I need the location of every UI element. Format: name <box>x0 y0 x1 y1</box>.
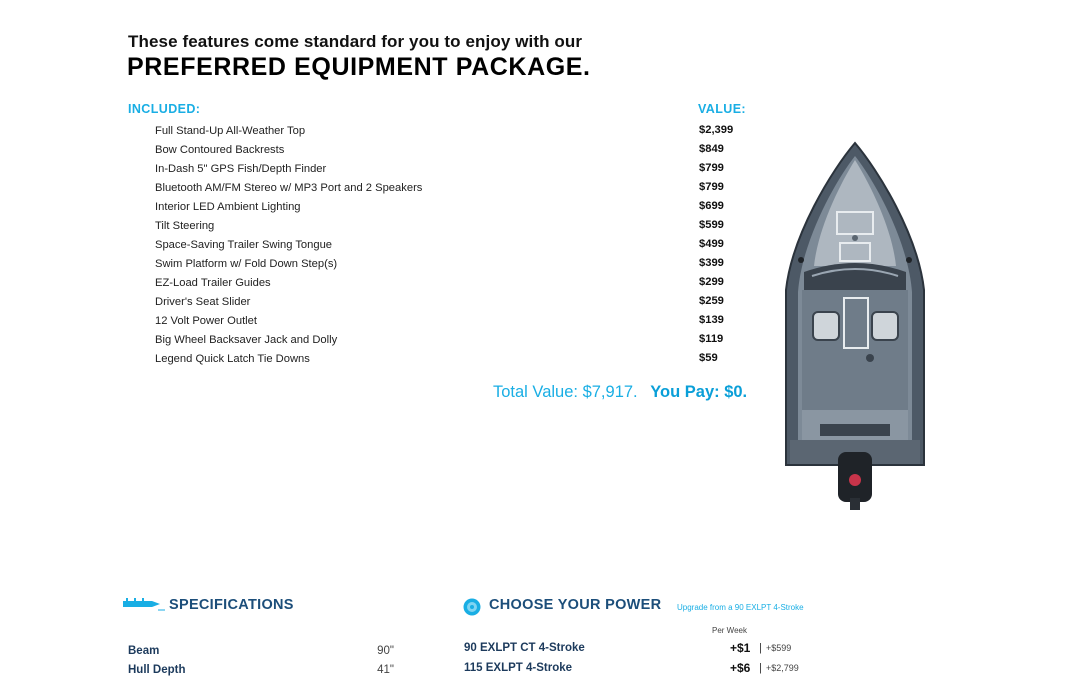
power-option-row <box>464 658 824 678</box>
power-option-weekly: +$6 <box>730 661 751 675</box>
spec-row <box>128 661 394 680</box>
feature-item: Legend Quick Latch Tie Downs <box>155 353 310 365</box>
feature-value: $799 <box>699 181 724 193</box>
power-option-name: 115 EXLPT 4-Stroke <box>464 662 573 674</box>
headline-intro: These features come standard for you to enjoy with our <box>128 32 583 51</box>
included-column-header: INCLUDED: <box>128 102 201 116</box>
power-option-price: +$599 <box>766 643 792 653</box>
power-options-list <box>464 638 824 678</box>
power-option-name: 90 EXLPT CT 4-Stroke <box>464 642 585 654</box>
feature-item: Driver's Seat Slider <box>155 296 251 308</box>
spec-value: 41" <box>377 664 394 676</box>
spec-label: Beam <box>128 645 160 657</box>
feature-value: $499 <box>699 238 724 250</box>
feature-item: Tilt Steering <box>155 220 215 232</box>
feature-value: $259 <box>699 295 724 307</box>
power-title: CHOOSE YOUR POWER <box>489 597 662 613</box>
headline-package-title: PREFERRED EQUIPMENT PACKAGE. <box>127 53 591 81</box>
feature-item: Interior LED Ambient Lighting <box>155 201 301 213</box>
price-separator: | <box>759 662 762 674</box>
you-pay-value: You Pay: $0. <box>650 383 748 401</box>
boat-ruler-icon <box>122 596 166 612</box>
engine-circle-icon <box>463 598 481 616</box>
price-separator: | <box>759 642 762 654</box>
feature-value: $849 <box>699 143 724 155</box>
feature-item: Bluetooth AM/FM Stereo w/ MP3 Port and 2 Speakers <box>155 182 423 194</box>
feature-value: $59 <box>699 352 718 364</box>
feature-value-list <box>699 121 733 368</box>
feature-value: $799 <box>699 162 724 174</box>
boat-top-view-image <box>780 140 930 512</box>
per-week-header: Per Week <box>712 626 747 635</box>
power-option-row <box>464 638 824 658</box>
feature-list <box>155 122 422 369</box>
specifications-title: SPECIFICATIONS <box>169 597 294 613</box>
feature-item: Big Wheel Backsaver Jack and Dolly <box>155 334 338 346</box>
feature-item: EZ-Load Trailer Guides <box>155 277 271 289</box>
value-column-header: VALUE: <box>698 102 746 116</box>
feature-item: 12 Volt Power Outlet <box>155 315 257 327</box>
feature-value: $399 <box>699 257 724 269</box>
power-option-weekly: +$1 <box>730 641 751 655</box>
spec-value: 90" <box>377 645 394 657</box>
power-subtitle: Upgrade from a 90 EXLPT 4-Stroke <box>677 603 804 612</box>
feature-item: In-Dash 5" GPS Fish/Depth Finder <box>155 163 327 175</box>
feature-item: Swim Platform w/ Fold Down Step(s) <box>155 258 338 270</box>
feature-value: $699 <box>699 200 724 212</box>
feature-item: Full Stand-Up All-Weather Top <box>155 125 306 137</box>
feature-item: Bow Contoured Backrests <box>155 144 285 156</box>
spec-label: Hull Depth <box>128 664 186 676</box>
feature-value: $119 <box>699 333 724 345</box>
power-option-price: +$2,799 <box>766 663 799 673</box>
feature-value: $139 <box>699 314 724 326</box>
total-value: Total Value: $7,917. <box>493 383 638 401</box>
feature-value: $599 <box>699 219 724 231</box>
total-summary <box>493 383 747 402</box>
spec-row <box>128 642 394 661</box>
specifications-table <box>128 642 394 680</box>
feature-item: Space-Saving Trailer Swing Tongue <box>155 239 333 251</box>
feature-value: $2,399 <box>699 124 734 136</box>
feature-value: $299 <box>699 276 724 288</box>
